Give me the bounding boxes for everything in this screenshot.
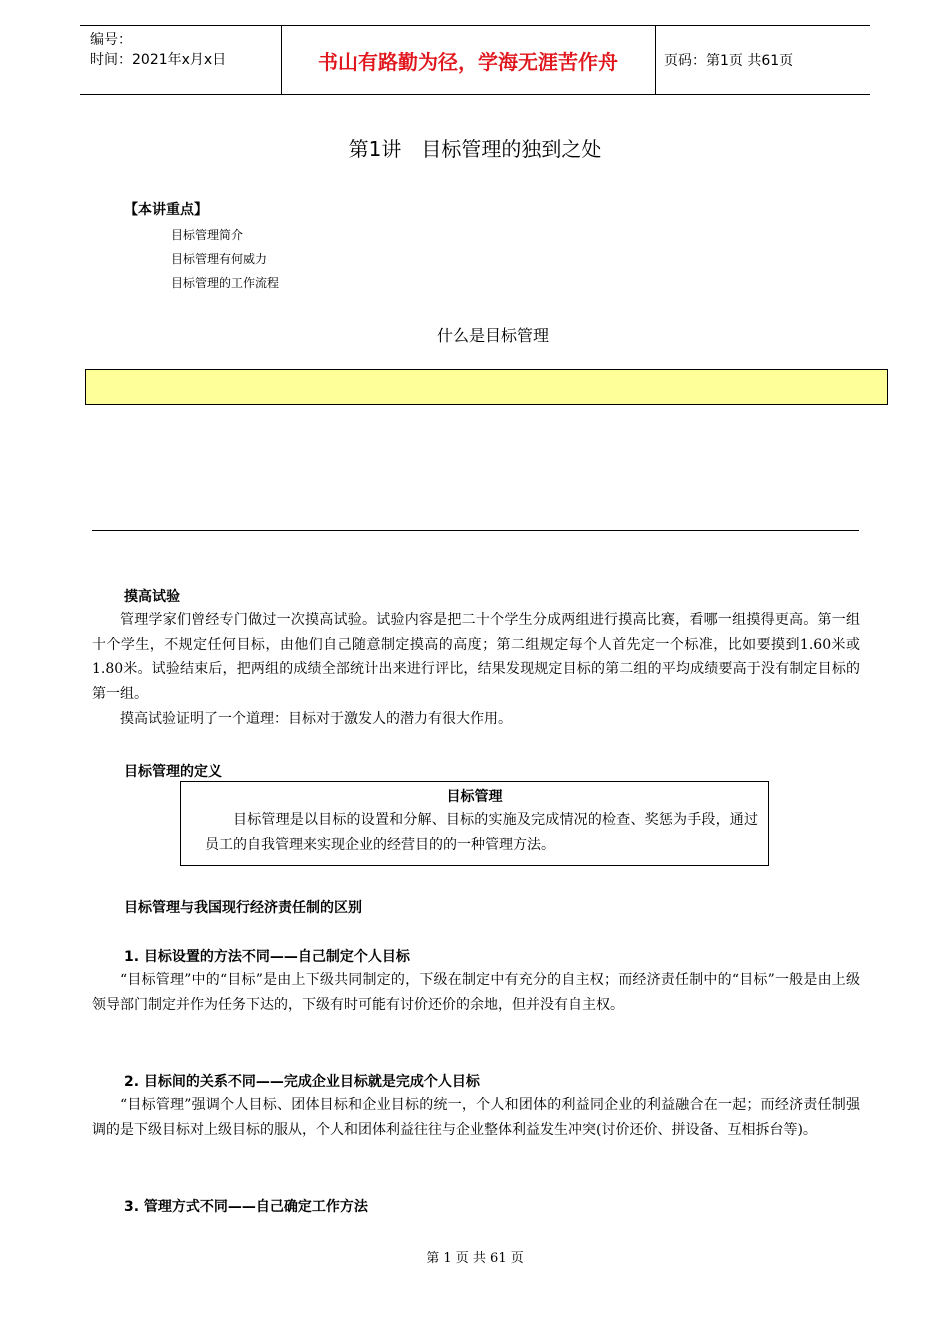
key-point-item: 目标管理有何威力 bbox=[171, 252, 268, 266]
horizontal-rule bbox=[92, 530, 859, 531]
definition-box bbox=[180, 781, 769, 866]
difference-heading: 目标管理与我国现行经济责任制的区别 bbox=[124, 900, 362, 916]
section-title: 什么是目标管理 bbox=[436, 326, 549, 345]
experiment-conclusion: 摸高试验证明了一个道理：目标对于激发人的潜力有很大作用。 bbox=[120, 711, 512, 727]
highlight-box bbox=[85, 369, 888, 405]
header-page-info: 页码：第1页 共61页 bbox=[664, 53, 794, 69]
time-label: 时间：2021年x月x日 bbox=[90, 52, 227, 68]
experiment-paragraph: 管理学家们曾经专门做过一次摸高试验。试验内容是把二十个学生分成两组进行摸高比赛，看哪一组摸得更高。第一组十个学生，不规定任何目标，由他们自己随意制定摸高的高度；第二组规定每个人首先定一个标准，比如要摸到1.60米或1.80米。试验结束后，把两组的成绩全部统计出来进行评比，结果发现规定目标的第二组的平均成绩要高于没有制定目标的第一组。 bbox=[92, 612, 860, 702]
difference-point-heading: 1. 目标设置的方法不同——自己制定个人目标 bbox=[124, 949, 410, 965]
definition-box-title: 目标管理 bbox=[446, 789, 503, 805]
header-motto: 书山有路勤为径，学海无涯苦作舟 bbox=[318, 50, 618, 74]
page-title: 第1讲 目标管理的独到之处 bbox=[348, 137, 602, 161]
experiment-heading: 摸高试验 bbox=[124, 589, 180, 605]
difference-point-heading: 3. 管理方式不同——自己确定工作方法 bbox=[124, 1199, 368, 1215]
number-label: 编号： bbox=[90, 32, 132, 48]
definition-box-text: 目标管理是以目标的设置和分解、目标的实施及完成情况的检查、奖惩为手段，通过员工的自我管理来实现企业的经营目的的一种管理方法。 bbox=[205, 812, 758, 853]
header-meta bbox=[90, 30, 226, 70]
key-points-heading: 【本讲重点】 bbox=[124, 202, 208, 218]
page-footer: 第 1 页 共 61 页 bbox=[426, 1251, 524, 1266]
definition-heading: 目标管理的定义 bbox=[124, 764, 222, 780]
difference-point-text: “目标管理”强调个人目标、团体目标和企业目标的统一，个人和团体的利益同企业的利益融合在一起；而经济责任制强调的是下级目标对上级目标的服从，个人和团体利益往往与企业整体利益发生冲突(讨价还价、拼设备、互相拆台等)。 bbox=[92, 1097, 860, 1138]
key-point-item: 目标管理的工作流程 bbox=[171, 276, 280, 290]
key-point-item: 目标管理简介 bbox=[171, 228, 244, 242]
header-divider bbox=[655, 26, 656, 94]
page-header bbox=[80, 25, 870, 95]
difference-point-text: “目标管理”中的“目标”是由上下级共同制定的，下级在制定中有充分的自主权；而经济责任制中的“目标”一般是由上级领导部门制定并作为任务下达的，下级有时可能有讨价还价的余地，但并没有自主权。 bbox=[92, 972, 860, 1013]
difference-point-heading: 2. 目标间的关系不同——完成企业目标就是完成个人目标 bbox=[124, 1074, 480, 1090]
